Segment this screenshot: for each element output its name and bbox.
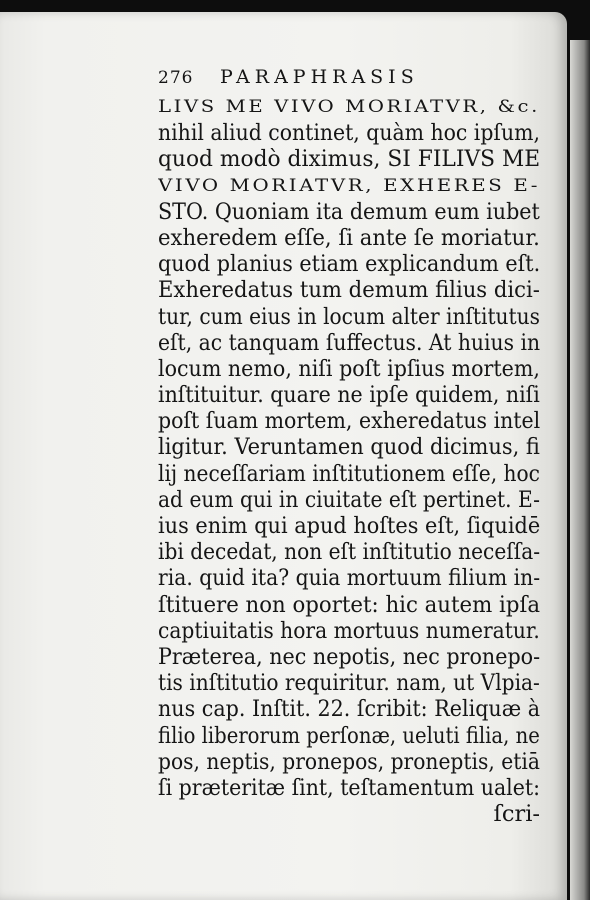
text-block	[158, 66, 540, 827]
text-line: filio liberorum perſonæ, ueluti filia, ne	[158, 722, 540, 749]
text-line: lij neceſſariam inſtitutionem eſſe, hoc	[158, 460, 540, 487]
text-line: ria. quid ita? quia mortuum filium in-	[158, 565, 540, 592]
text-line: ligitur. Veruntamen quod dicimus, fi	[158, 434, 540, 461]
text-line: pos, neptis, pronepos, proneptis, etiā	[158, 748, 540, 775]
text-line: ſtituere non oportet: hic autem ipſa	[158, 591, 540, 618]
page-header	[158, 66, 540, 94]
text-line: Exheredatus tum demum filius dici-	[158, 277, 540, 304]
text-line: Præterea, nec nepotis, nec pronepo-	[158, 643, 540, 670]
text-line: ibi decedat, non eſt inſtitutio neceſſa-	[158, 539, 540, 566]
text-line: quod modò diximus, SI FILIVS ME	[158, 146, 540, 173]
text-line: ius enim qui apud hoſtes eſt, ſiquidē	[158, 513, 540, 539]
text-line: ad eum qui in ciuitate eſt pertinet. E-	[158, 486, 540, 513]
text-line: quod planius etiam explicandum eſt.	[158, 251, 540, 278]
text-line: exheredem eſſe, ſi ante ſe moriatur.	[158, 224, 540, 251]
text-line: STO. Quoniam ita demum eum iubet	[158, 198, 540, 225]
body-text	[158, 94, 540, 827]
running-head: PARAPHRASIS	[220, 66, 419, 88]
text-line: ſi præteritæ ſint, teſtamentum ualet:	[158, 774, 540, 801]
text-line: VIVO MORIATVR, EXHERES E-	[158, 175, 540, 195]
text-line: tis inſtitutio requiritur. nam, ut Vlpia-	[158, 670, 540, 697]
text-line: eſt, ac tanquam ſuffectus. At huius in	[158, 329, 540, 356]
catchword: ſcri-	[493, 801, 540, 828]
text-line: tur, cum eius in locum alter inſtitutus	[158, 303, 540, 330]
text-line: nus cap. Inſtit. 22. ſcribit: Reliquæ à	[158, 696, 540, 723]
text-line: locum nemo, niſi poſt ipſius mortem,	[158, 355, 540, 382]
text-line: captiuitatis hora mortuus numeratur.	[158, 617, 540, 644]
page-edge-shadow	[570, 40, 590, 900]
text-line: poſt ſuam mortem, exheredatus intel	[158, 408, 540, 435]
text-line: LIVS ME VIVO MORIATVR, &c.	[158, 97, 540, 116]
page-number: 276	[158, 68, 194, 88]
text-line: nihil aliud continet, quàm hoc ipſum,	[158, 120, 540, 147]
text-line: inſtituitur. quare ne ipſe quidem, niſi	[158, 382, 540, 409]
